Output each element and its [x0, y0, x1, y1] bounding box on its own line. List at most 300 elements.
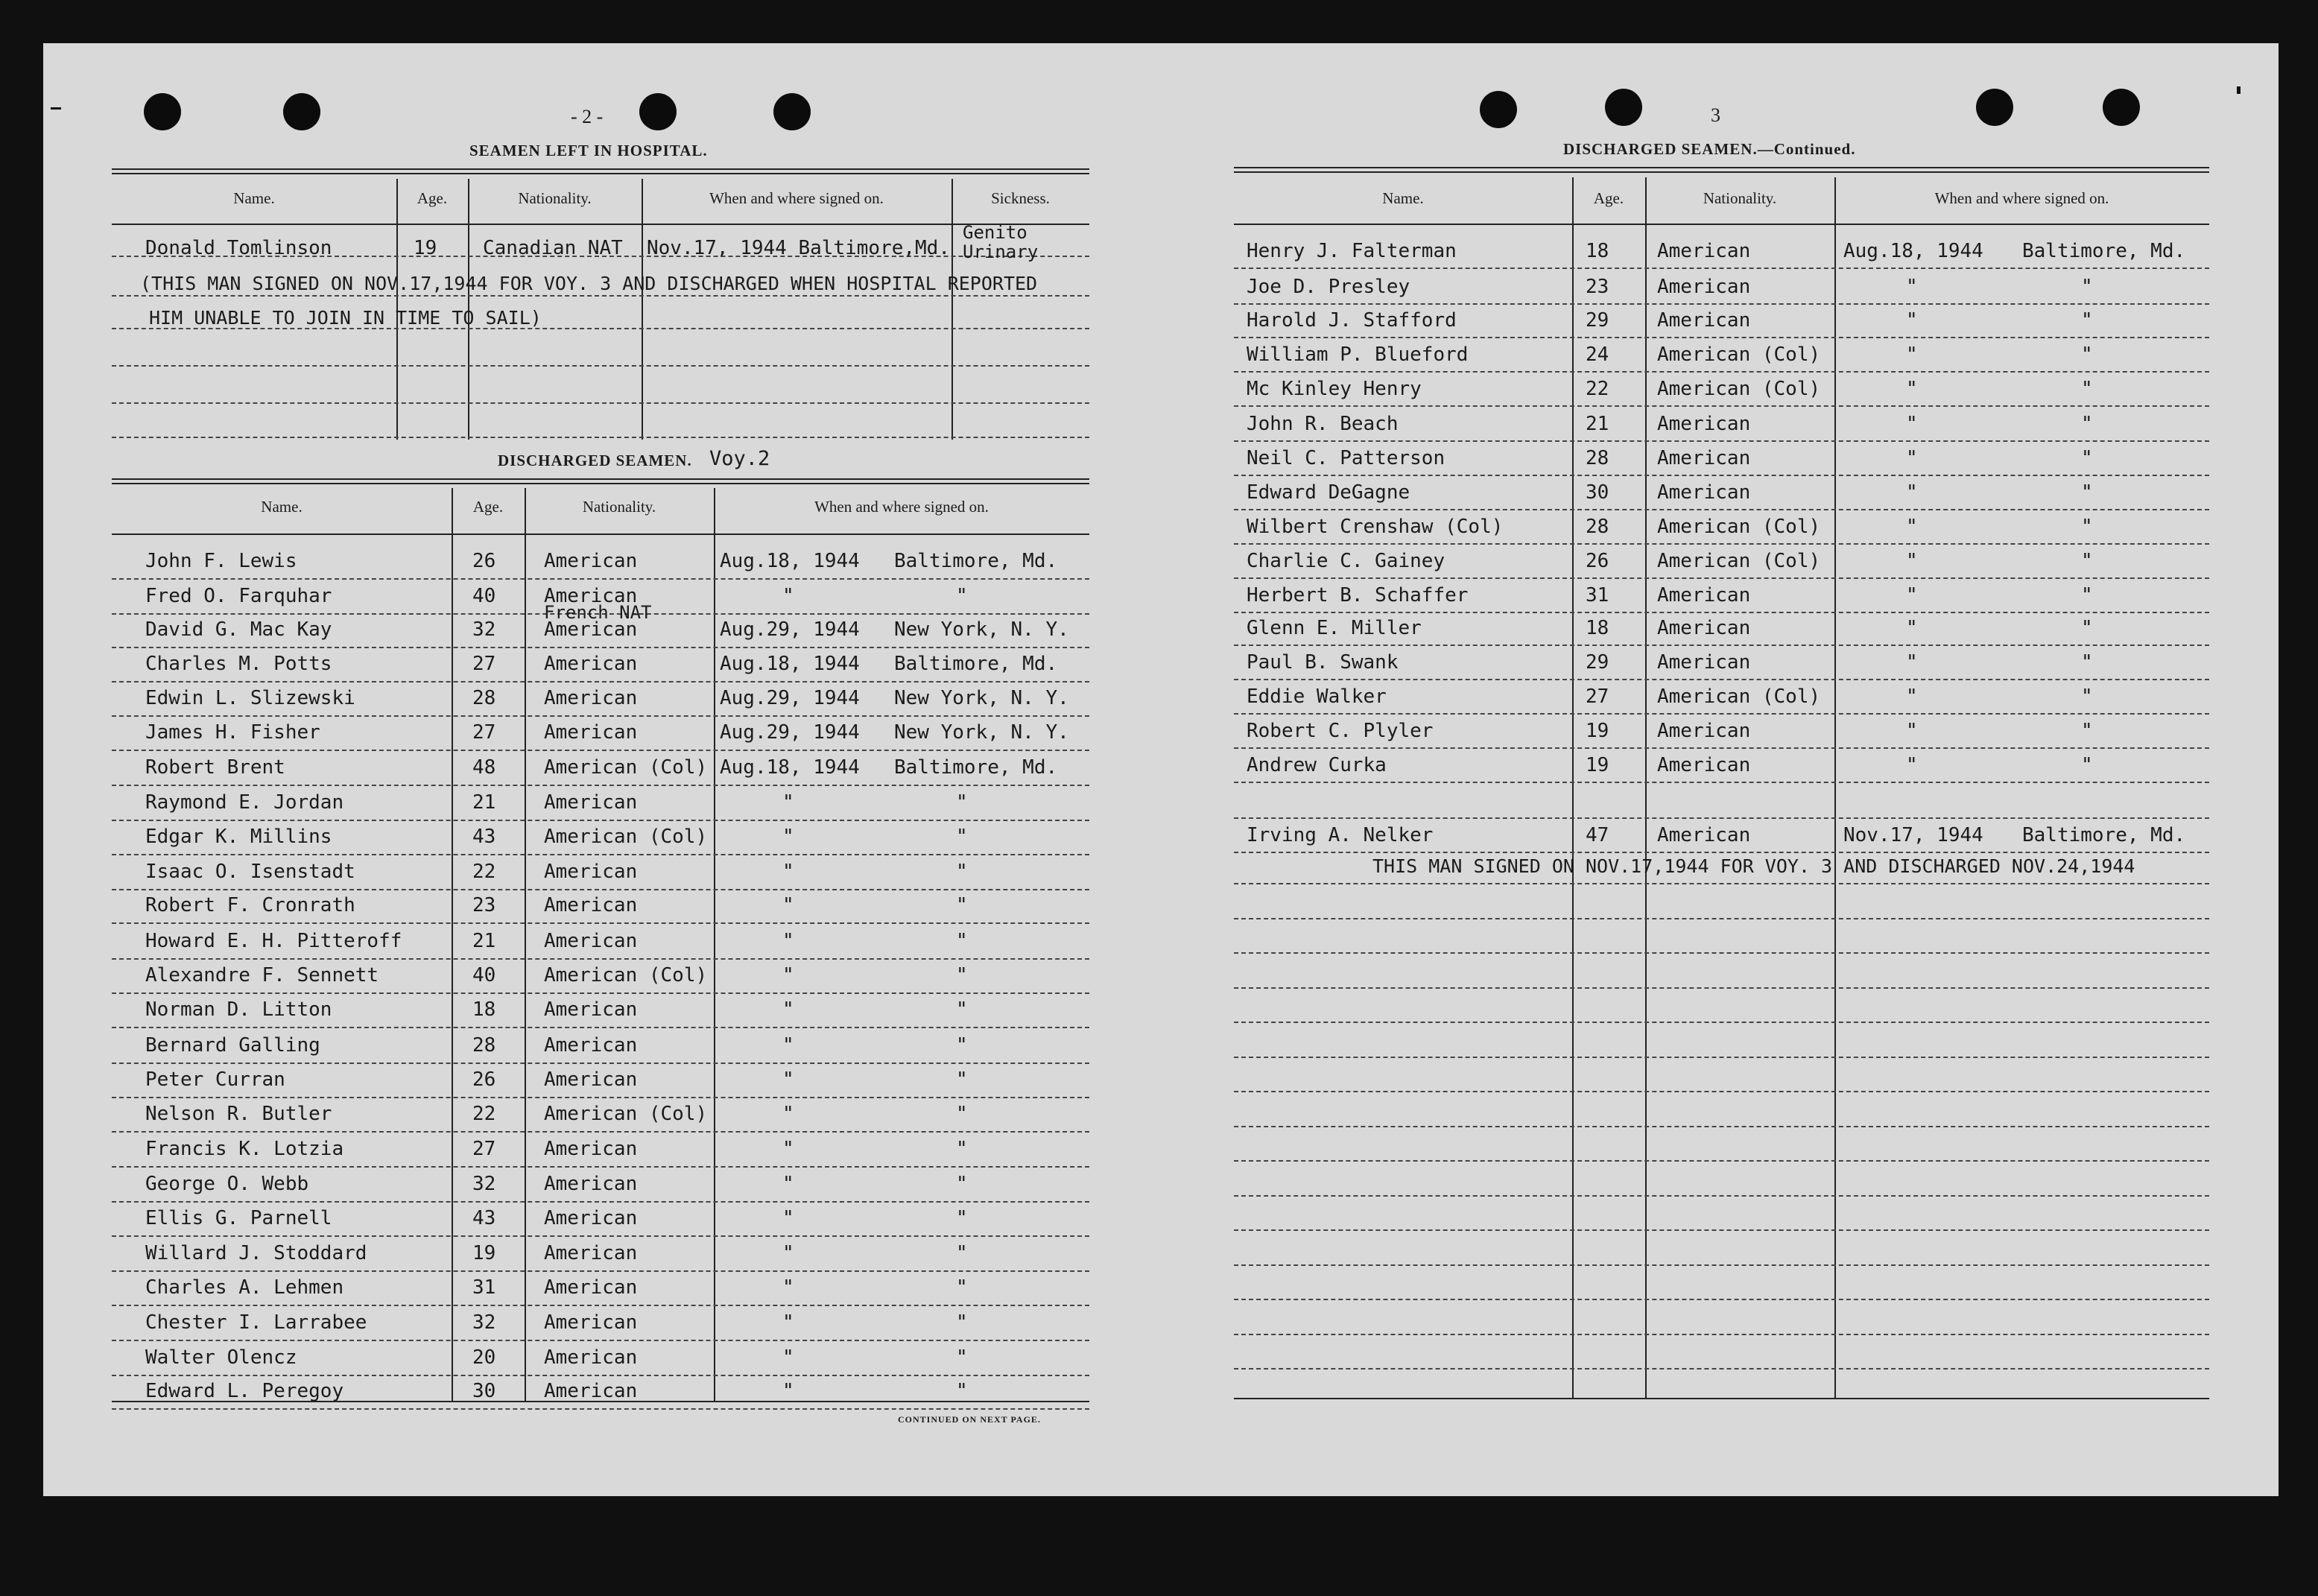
table-cell-place: ": [2081, 651, 2093, 674]
table-cell-age: 21: [472, 791, 496, 814]
table-cell-nationality: American: [1657, 824, 1751, 846]
column-header: Sickness.: [991, 189, 1050, 207]
row-rule: [1234, 405, 2209, 407]
scan-speck: [2237, 86, 2241, 94]
table-cell-nationality: American: [1657, 720, 1751, 742]
column-rule: [951, 179, 953, 440]
column-header: Nationality.: [582, 498, 656, 516]
row-rule: [112, 854, 1089, 855]
row-rule: [112, 1166, 1089, 1168]
table-cell-name: Eddie Walker: [1247, 685, 1387, 708]
table-cell-age: 28: [1586, 516, 1609, 538]
row-rule: [112, 1027, 1089, 1028]
table-cell-date: Aug.18, 1944: [720, 653, 860, 675]
table-cell-place: ": [2081, 516, 2093, 538]
table-cell-place: ": [2081, 309, 2093, 332]
table-cell-nationality: American: [544, 1207, 638, 1229]
row-rule: [1234, 577, 2209, 579]
table-cell-nationality: American: [1657, 413, 1751, 435]
table-cell-nationality: French NAT: [544, 602, 652, 623]
table-cell-nationality: American: [544, 585, 638, 607]
table-cell-nationality: American: [544, 894, 638, 916]
table-cell-age: 22: [472, 1103, 496, 1125]
table-cell-name: Herbert B. Schaffer: [1247, 584, 1469, 607]
column-rule: [525, 488, 526, 1401]
table-cell-date: ": [1906, 481, 1918, 504]
table-cell-place: ": [956, 930, 968, 952]
table-cell-nationality: American (Col): [1657, 343, 1821, 366]
table-cell-name: Isaac O. Isenstadt: [145, 861, 355, 883]
table-cell-name: Joe D. Presley: [1247, 276, 1410, 298]
table-cell-age: 40: [472, 585, 496, 607]
row-rule: [112, 1063, 1089, 1064]
table-cell-age: 19: [1586, 720, 1609, 742]
table-cell-age: 32: [472, 1173, 496, 1195]
table-cell-date: ": [782, 964, 794, 987]
row-rule: [1234, 747, 2209, 749]
table-cell-place: ": [956, 964, 968, 987]
punch-hole: [639, 93, 677, 130]
row-rule: [1234, 1264, 2209, 1266]
hospital-note: (THIS MAN SIGNED ON NOV.17,1944 FOR VOY. 3 AND DISCHARGED WHEN HOSPITAL REPORTED: [140, 273, 1038, 294]
table-cell-nationality: American: [1657, 481, 1751, 504]
table-cell-nationality: American (Col): [544, 1103, 708, 1125]
column-rule: [642, 179, 643, 440]
row-rule: [1234, 713, 2209, 715]
table-cell-date: ": [1906, 413, 1918, 435]
row-rule: [1234, 987, 2209, 989]
table-cell-place: ": [956, 861, 968, 883]
table-rule: [112, 483, 1089, 484]
table-cell-place: ": [956, 1034, 968, 1057]
table-cell-name: Andrew Curka: [1247, 754, 1387, 776]
punch-hole: [2103, 89, 2140, 126]
table-cell-date: ": [782, 1346, 794, 1369]
table-cell-place: Baltimore, Md.: [894, 550, 1058, 572]
column-rule: [1645, 177, 1647, 1399]
table-cell-nationality: American: [1657, 754, 1751, 776]
table-cell-date: Aug.18, 1944: [1843, 240, 1983, 262]
table-cell-nationality: American: [544, 791, 638, 814]
row-rule: [1234, 918, 2209, 919]
row-rule: [1234, 782, 2209, 783]
table-cell-name: Ellis G. Parnell: [145, 1207, 332, 1229]
table-cell-place: ": [2081, 481, 2093, 504]
table-cell-nationality: American: [1657, 447, 1751, 469]
column-header: Nationality.: [518, 189, 592, 207]
table-rule: [1234, 1398, 2209, 1399]
row-rule: [1234, 952, 2209, 954]
table-cell-name: Raymond E. Jordan: [145, 791, 344, 814]
table-cell-age: 28: [472, 687, 496, 709]
table-cell-nationality: American: [544, 550, 638, 572]
column-header: Name.: [261, 498, 303, 516]
table-cell-age: 27: [472, 1138, 496, 1160]
table-cell-name: Francis K. Lotzia: [145, 1138, 344, 1160]
row-rule: [1234, 1334, 2209, 1335]
row-rule: [112, 1097, 1089, 1098]
discharge-note: THIS MAN SIGNED ON NOV.17,1944 FOR VOY. 3 AND DISCHARGED NOV.24,1944: [1372, 855, 2135, 877]
table-cell-name: Wilbert Crenshaw (Col): [1247, 516, 1504, 538]
table-cell-date: ": [1906, 617, 1918, 639]
table-cell-place: ": [956, 1173, 968, 1195]
table-cell-date: ": [1906, 685, 1918, 708]
table-cell-place: ": [956, 1276, 968, 1299]
hospital-signed-on: Nov.17, 1944 Baltimore,Md.: [647, 237, 950, 259]
table-cell-name: Edwin L. Slizewski: [145, 687, 355, 709]
table-cell-place: ": [2081, 754, 2093, 776]
table-cell-date: ": [782, 1207, 794, 1229]
table-cell-place: ": [2081, 413, 2093, 435]
punch-hole: [1605, 89, 1642, 126]
punch-hole: [144, 93, 181, 130]
table-cell-nationality: American: [544, 1380, 638, 1402]
table-cell-age: 19: [1586, 754, 1609, 776]
page-number: 3: [1711, 104, 1720, 126]
table-rule: [1234, 167, 2209, 168]
table-cell-date: ": [1906, 550, 1918, 572]
table-cell-date: Aug.18, 1944: [720, 756, 860, 779]
table-cell-place: Baltimore, Md.: [894, 756, 1058, 779]
row-rule: [112, 1408, 1089, 1410]
table-cell-name: Alexandre F. Sennett: [145, 964, 379, 987]
table-rule: [112, 478, 1089, 480]
column-header: Nationality.: [1703, 189, 1777, 207]
row-rule: [1234, 1091, 2209, 1092]
table-cell-name: David G. Mac Kay: [145, 618, 332, 641]
table-cell-nationality: American: [1657, 276, 1751, 298]
table-cell-place: ": [2081, 550, 2093, 572]
table-cell-name: Henry J. Falterman: [1247, 240, 1457, 262]
column-header: Age.: [472, 498, 504, 516]
table-cell-age: 28: [1586, 447, 1609, 469]
table-cell-name: Glenn E. Miller: [1247, 617, 1422, 639]
table-cell-nationality: American (Col): [1657, 516, 1821, 538]
row-rule: [1234, 475, 2209, 476]
hospital-sickness: Genito: [963, 222, 1027, 243]
table-cell-name: Edgar K. Millins: [145, 826, 332, 848]
table-cell-name: Harold J. Stafford: [1247, 309, 1457, 332]
table-cell-date: ": [1906, 720, 1918, 742]
row-rule: [112, 1305, 1089, 1306]
table-cell-nationality: American: [544, 1138, 638, 1160]
table-cell-nationality: American (Col): [1657, 685, 1821, 708]
punch-hole: [283, 93, 320, 130]
table-cell-name: John F. Lewis: [145, 550, 297, 572]
row-rule: [1234, 817, 2209, 819]
row-rule: [112, 715, 1089, 717]
row-rule: [1234, 543, 2209, 545]
row-rule: [1234, 371, 2209, 373]
row-rule: [1234, 1299, 2209, 1300]
row-rule: [112, 785, 1089, 786]
table-cell-nationality: American: [1657, 617, 1751, 639]
table-cell-place: Baltimore, Md.: [894, 653, 1058, 675]
row-rule: [1234, 1229, 2209, 1231]
row-rule: [112, 1131, 1089, 1133]
table-cell-place: ": [2081, 276, 2093, 298]
table-cell-nationality: American: [544, 687, 638, 709]
table-cell-nationality: American: [544, 1311, 638, 1334]
page-number: - 2 -: [571, 106, 604, 127]
table-cell-name: Nelson R. Butler: [145, 1103, 332, 1125]
punch-hole: [1480, 91, 1517, 128]
table-cell-name: Norman D. Litton: [145, 998, 332, 1021]
row-rule: [112, 402, 1089, 404]
row-rule: [112, 1340, 1089, 1341]
table-cell-date: ": [1906, 754, 1918, 776]
table-cell-name: Edward DeGagne: [1247, 481, 1410, 504]
row-rule: [112, 1235, 1089, 1237]
table-cell-date: ": [782, 1103, 794, 1125]
table-cell-date: ": [782, 1138, 794, 1160]
table-cell-age: 32: [472, 1311, 496, 1334]
row-rule: [112, 958, 1089, 960]
section-title-discharged: DISCHARGED SEAMEN.: [498, 452, 692, 469]
table-cell-age: 26: [472, 550, 496, 572]
row-rule: [112, 1375, 1089, 1376]
table-cell-date: ": [782, 998, 794, 1021]
column-rule: [1834, 177, 1836, 1399]
row-rule: [112, 992, 1089, 994]
column-header: Name.: [1382, 189, 1424, 207]
table-cell-place: ": [956, 1138, 968, 1160]
table-cell-nationality: American: [544, 1346, 638, 1369]
table-cell-place: ": [2081, 378, 2093, 400]
row-rule: [1234, 1022, 2209, 1023]
table-cell-date: ": [782, 585, 794, 607]
table-cell-name: Peter Curran: [145, 1068, 285, 1091]
table-cell-date: ": [1906, 309, 1918, 332]
table-cell-place: New York, N. Y.: [894, 687, 1069, 709]
column-header: When and where signed on.: [814, 498, 989, 516]
table-cell-place: New York, N. Y.: [894, 618, 1069, 641]
table-cell-name: George O. Webb: [145, 1173, 309, 1195]
continued-footer: CONTINUED ON NEXT PAGE.: [898, 1414, 1041, 1425]
table-cell-nationality: American: [544, 1173, 638, 1195]
table-cell-name: Edward L. Peregoy: [145, 1380, 344, 1402]
row-rule: [1234, 267, 2209, 269]
table-cell-place: ": [956, 826, 968, 848]
table-cell-date: ": [782, 1173, 794, 1195]
table-cell-date: ": [1906, 584, 1918, 607]
table-cell-name: Neil C. Patterson: [1247, 447, 1445, 469]
table-cell-date: ": [782, 1034, 794, 1057]
table-cell-date: ": [1906, 516, 1918, 538]
column-header: When and where signed on.: [1934, 189, 2109, 207]
column-rule: [1572, 177, 1574, 1399]
table-rule: [112, 224, 1089, 225]
table-cell-age: 31: [472, 1276, 496, 1299]
table-cell-name: Chester I. Larrabee: [145, 1311, 367, 1334]
scan-speck: [51, 107, 61, 110]
hospital-age: 19: [414, 237, 437, 259]
table-rule: [1234, 171, 2209, 173]
row-rule: [1234, 1057, 2209, 1058]
row-rule: [112, 681, 1089, 683]
table-cell-name: John R. Beach: [1247, 413, 1399, 435]
row-rule: [112, 889, 1089, 890]
table-cell-age: 24: [1586, 343, 1609, 366]
voyage-label: Voy.2: [709, 447, 770, 470]
table-cell-place: ": [2081, 343, 2093, 366]
table-cell-place: Baltimore, Md.: [2022, 824, 2186, 846]
row-rule: [112, 922, 1089, 924]
table-cell-nationality: American: [544, 998, 638, 1021]
table-cell-nationality: American: [1657, 240, 1751, 262]
table-cell-date: ": [782, 894, 794, 916]
hospital-sickness: Urinary: [963, 241, 1039, 262]
table-cell-place: ": [2081, 617, 2093, 639]
row-rule: [1234, 509, 2209, 510]
table-cell-place: ": [956, 1380, 968, 1402]
table-cell-age: 32: [472, 618, 496, 641]
table-cell-age: 28: [472, 1034, 496, 1057]
row-rule: [112, 365, 1089, 367]
table-cell-nationality: American: [544, 1034, 638, 1057]
row-rule: [1234, 1195, 2209, 1197]
table-cell-date: ": [782, 1380, 794, 1402]
table-cell-date: ": [782, 930, 794, 952]
row-rule: [1234, 337, 2209, 338]
table-cell-date: ": [782, 1276, 794, 1299]
table-cell-date: ": [782, 1068, 794, 1091]
row-rule: [112, 295, 1089, 297]
table-cell-place: ": [2081, 584, 2093, 607]
hospital-nationality: Canadian NAT: [483, 237, 623, 259]
table-rule: [112, 173, 1089, 174]
table-cell-age: 29: [1586, 651, 1609, 674]
table-cell-place: ": [956, 1207, 968, 1229]
table-cell-age: 18: [472, 998, 496, 1021]
table-cell-age: 40: [472, 964, 496, 987]
row-rule: [1234, 440, 2209, 442]
row-rule: [112, 820, 1089, 821]
table-cell-name: Paul B. Swank: [1247, 651, 1399, 674]
table-cell-name: Willard J. Stoddard: [145, 1242, 367, 1264]
table-cell-age: 47: [1586, 824, 1609, 846]
table-cell-age: 48: [472, 756, 496, 779]
column-rule: [452, 488, 453, 1401]
table-cell-nationality: American: [544, 653, 638, 675]
table-cell-name: Fred O. Farquhar: [145, 585, 332, 607]
table-cell-date: Aug.29, 1944: [720, 721, 860, 744]
column-header: Age.: [417, 189, 448, 207]
table-cell-name: Charles A. Lehmen: [145, 1276, 344, 1299]
row-rule: [1234, 852, 2209, 853]
column-rule: [714, 488, 715, 1401]
table-cell-name: Walter Olencz: [145, 1346, 297, 1369]
table-cell-date: ": [1906, 378, 1918, 400]
table-cell-nationality: American (Col): [544, 826, 708, 848]
table-cell-name: Robert C. Plyler: [1247, 720, 1434, 742]
hospital-note: HIM UNABLE TO JOIN IN TIME TO SAIL): [149, 307, 542, 329]
table-cell-name: Irving A. Nelker: [1247, 824, 1434, 846]
table-cell-age: 30: [1586, 481, 1609, 504]
table-cell-place: ": [956, 1242, 968, 1264]
table-cell-age: 27: [472, 721, 496, 744]
table-cell-place: ": [956, 791, 968, 814]
column-header: When and where signed on.: [709, 189, 884, 207]
table-cell-age: 30: [472, 1380, 496, 1402]
table-cell-name: James H. Fisher: [145, 721, 320, 744]
table-cell-age: 27: [472, 653, 496, 675]
table-cell-nationality: American (Col): [544, 964, 708, 987]
section-title-right: DISCHARGED SEAMEN.—Continued.: [1563, 140, 1856, 158]
table-cell-nationality: American: [544, 861, 638, 883]
row-rule: [1234, 303, 2209, 305]
section-title-hospital: SEAMEN LEFT IN HOSPITAL.: [469, 142, 708, 159]
row-rule: [112, 578, 1089, 580]
table-cell-place: ": [956, 998, 968, 1021]
table-cell-name: Bernard Galling: [145, 1034, 320, 1057]
row-rule: [112, 437, 1089, 438]
table-cell-date: Aug.18, 1944: [720, 550, 860, 572]
table-cell-age: 22: [472, 861, 496, 883]
table-rule: [112, 168, 1089, 170]
row-rule: [112, 647, 1089, 648]
table-cell-name: Howard E. H. Pitteroff: [145, 930, 402, 952]
table-cell-age: 27: [1586, 685, 1609, 708]
table-cell-name: William P. Blueford: [1247, 343, 1469, 366]
table-cell-nationality: American (Col): [544, 756, 708, 779]
row-rule: [1234, 645, 2209, 646]
table-cell-nationality: American: [544, 618, 638, 641]
hospital-name: Donald Tomlinson: [145, 237, 332, 259]
table-cell-place: ": [2081, 720, 2093, 742]
row-rule: [112, 750, 1089, 751]
table-cell-date: ": [782, 791, 794, 814]
row-rule: [1234, 1126, 2209, 1127]
table-cell-age: 18: [1586, 617, 1609, 639]
table-cell-nationality: American: [544, 1068, 638, 1091]
table-cell-date: ": [1906, 343, 1918, 366]
table-cell-place: ": [956, 1346, 968, 1369]
table-cell-nationality: American: [544, 1242, 638, 1264]
table-cell-age: 26: [1586, 550, 1609, 572]
table-cell-place: ": [956, 1068, 968, 1091]
row-rule: [112, 1270, 1089, 1272]
table-cell-nationality: American: [544, 930, 638, 952]
punch-hole: [1976, 89, 2013, 126]
table-cell-place: ": [2081, 447, 2093, 469]
table-cell-date: ": [1906, 447, 1918, 469]
table-cell-place: ": [956, 585, 968, 607]
table-cell-age: 18: [1586, 240, 1609, 262]
table-rule: [112, 1401, 1089, 1402]
row-rule: [112, 1201, 1089, 1203]
table-cell-place: New York, N. Y.: [894, 721, 1069, 744]
table-cell-age: 21: [1586, 413, 1609, 435]
table-cell-name: Charlie C. Gainey: [1247, 550, 1445, 572]
table-cell-date: ": [782, 861, 794, 883]
table-cell-age: 31: [1586, 584, 1609, 607]
table-cell-place: ": [956, 1103, 968, 1125]
column-header: Age.: [1593, 189, 1624, 207]
row-rule: [1234, 1160, 2209, 1162]
table-cell-age: 23: [1586, 276, 1609, 298]
table-cell-name: Robert Brent: [145, 756, 285, 779]
table-cell-place: ": [956, 894, 968, 916]
table-cell-place: ": [956, 1311, 968, 1334]
table-cell-age: 21: [472, 930, 496, 952]
table-rule: [1234, 224, 2209, 225]
table-cell-age: 20: [472, 1346, 496, 1369]
table-cell-nationality: American (Col): [1657, 378, 1821, 400]
table-cell-date: ": [782, 1242, 794, 1264]
table-cell-date: ": [1906, 276, 1918, 298]
table-cell-date: Aug.29, 1944: [720, 618, 860, 641]
